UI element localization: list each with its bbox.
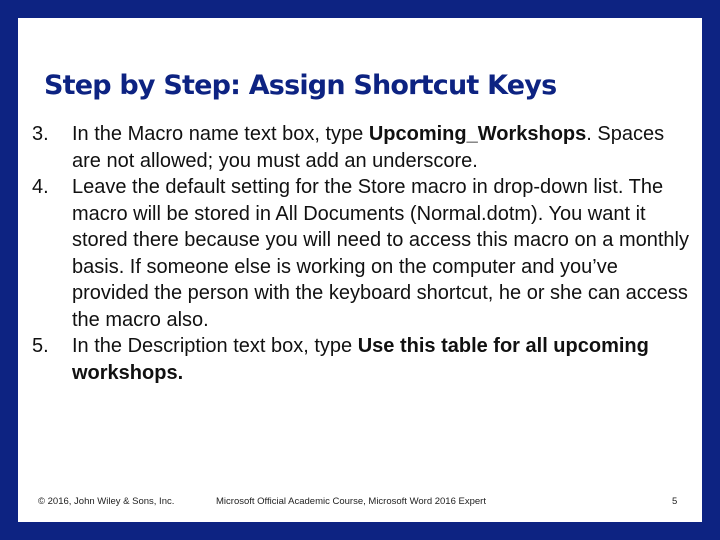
footer-copyright: © 2016, John Wiley & Sons, Inc. [38,496,175,507]
footer-course: Microsoft Official Academic Course, Microsoft Word 2016 Expert [216,496,486,507]
steps-list [32,121,692,386]
step-text-part: Leave the default setting for the Store macro in drop-down list. The macro will be stored in All Documents (Normal.dotm). You want it stored there because you will need to access this macro on a monthly basis. If someone else is working on the computer and you’ve provided the person with the keyboard shortcut, he or she can access the macro also. [72,176,689,331]
step-item [32,333,692,386]
step-text-part: In the Description text box, type [72,335,358,357]
footer-page-number: 5 [672,496,678,507]
step-text-part: . Spaces are not allowed; you must add an underscore. [72,123,665,172]
step-number: 5. [32,335,49,357]
step-text-bold: Upcoming_Workshops [368,123,587,145]
step-text [72,176,689,331]
slide-title: Step by Step: Assign Shortcut Keys [44,70,557,101]
step-text-bold: Use this table for all upcoming workshops. [72,335,649,384]
step-text [72,335,649,384]
step-number: 4. [32,176,49,198]
slide [18,18,702,522]
step-text-part: In the Macro name text box, type [72,123,369,145]
step-text [72,123,664,172]
step-item [32,121,692,174]
step-item [32,174,692,333]
step-number: 3. [32,123,49,145]
